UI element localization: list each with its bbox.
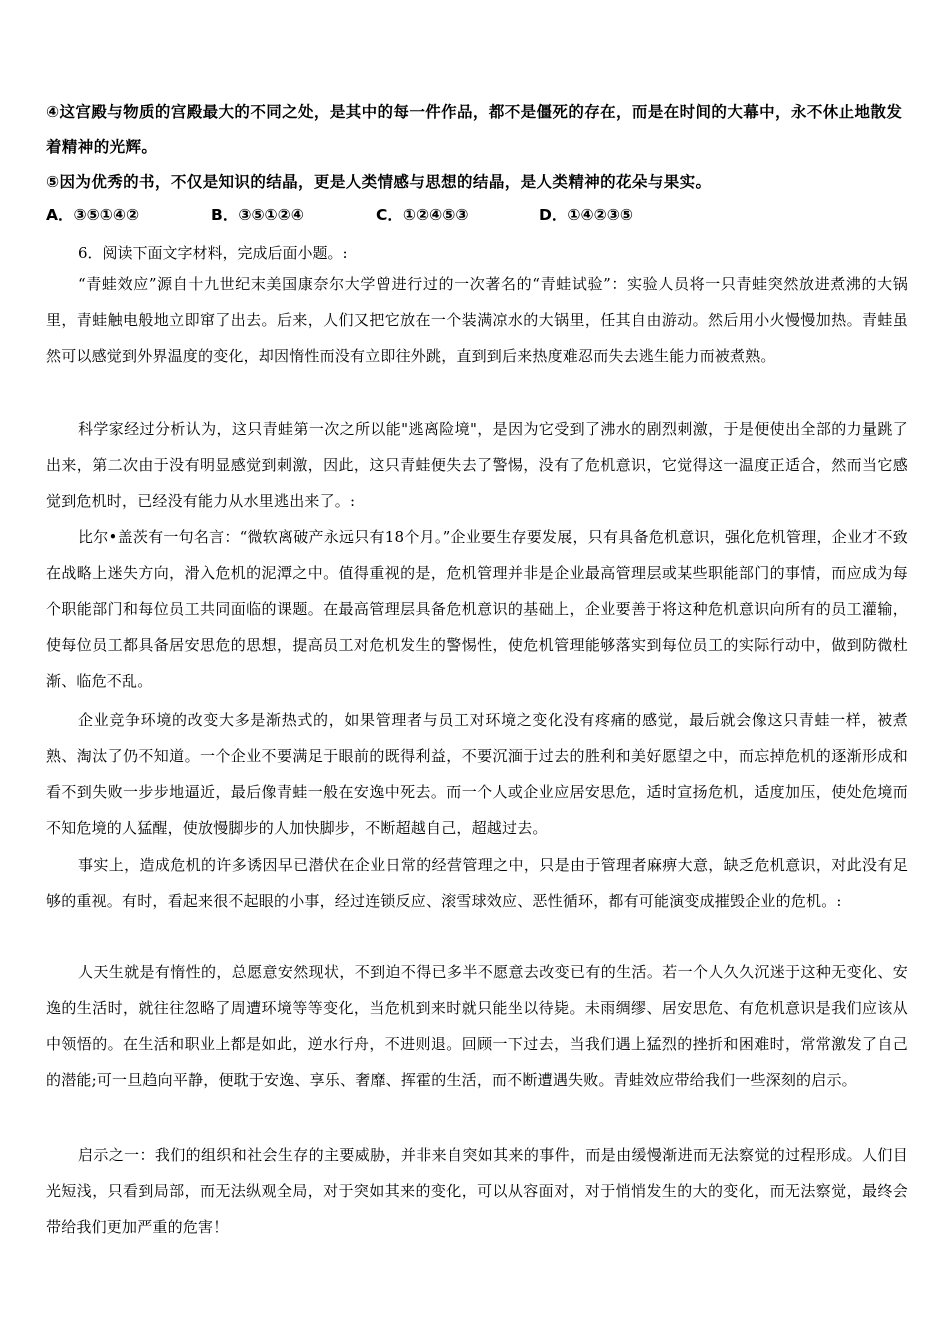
answer-options xyxy=(46,198,908,232)
paragraph-4: 企业竞争环境的改变大多是渐热式的，如果管理者与员工对环境之变化没有疼痛的感觉，最后就会像这只青蛙一样，被煮熟、淘汰了仍不知道。一个企业不要满足于眼前的既得利益，不要沉湎于过去的胜利和美好愿望之中，而忘掉危机的逐渐形成和看不到失败一步步地逼近，最后像青蛙一般在安逸中死去。而一个人或企业应居安思危，适时宣扬危机，适度加压，使处危境而不知危境的人猛醒，使放慢脚步的人加快脚步，不断超越自己，超越过去。 xyxy=(46,711,908,837)
paragraph-7: 启示之一：我们的组织和社会生存的主要威胁，并非来自突如其来的事件，而是由缓慢渐进而无法察觉的过程形成。人们目光短浅，只看到局部，而无法纵观全局，对于突如其来的变化，可以从容面对，对于悄悄发生的大的变化，而无法察觉，最终会带给我们更加严重的危害！ xyxy=(46,1146,908,1236)
question-6-title: 6．阅读下面文字材料，完成后面小题。: xyxy=(78,244,348,262)
option-c: C．①②④⑤③ xyxy=(376,206,469,224)
paragraph-2: 科学家经过分析认为，这只青蛙第一次之所以能"逃离险境"，是因为它受到了沸水的剧烈刺激，于是便使出全部的力量跳了出来，第二次由于没有明显感觉到刺激，因此，这只青蛙便失去了警惕，没有了危机意识，它觉得这一温度正适合，然而当它感觉到危机时，已经没有能力从水里逃出来了。: xyxy=(46,420,908,510)
paragraph-5: 事实上，造成危机的许多诱因早已潜伏在企业日常的经营管理之中，只是由于管理者麻痹大意，缺乏危机意识，对此没有足够的重视。有时，看起来很不起眼的小事，经过连锁反应、滚雪球效应、恶性循环，都有可能演变成摧毁企业的危机。: xyxy=(46,856,908,910)
option-b: B．③⑤①②④ xyxy=(211,206,304,224)
option-a: A．③⑤①④② xyxy=(46,206,140,224)
paragraph-1: “青蛙效应”源自十九世纪末美国康奈尔大学曾进行过的一次著名的“青蛙试验”：实验人员将一只青蛙突然放进煮沸的大锅里，青蛙触电般地立即窜了出去。后来，人们又把它放在一个装满凉水的大锅里，任其自由游动。然后用小火慢慢加热。青蛙虽然可以感觉到外界温度的变化，却因惰性而没有立即往外跳，直到到后来热度难忍而失去逃生能力而被煮熟。 xyxy=(46,275,908,365)
paragraph-3: 比尔•盖茨有一句名言：“微软离破产永远只有18个月。”企业要生存要发展，只有具备危机意识，强化危机管理，企业才不致在战略上迷失方向，滑入危机的泥潭之中。值得重视的是，危机管理并非是企业最高管理层或某些职能部门的事情，而应成为每个职能部门和每位员工共同面临的课题。在最高管理层具备危机意识的基础上，企业要善于将这种危机意识向所有的员工灌输，使每位员工都具备居安思危的思想，提高员工对危机发生的警惕性，使危机管理能够落实到每位员工的实际行动中，做到防微杜渐、临危不乱。 xyxy=(46,528,908,690)
sentence-item-5: ⑤因为优秀的书，不仅是知识的结晶，更是人类情感与思想的结晶，是人类精神的花朵与果实。 xyxy=(46,173,712,191)
paragraph-6: 人天生就是有惰性的，总愿意安然现状，不到迫不得已多半不愿意去改变已有的生活。若一个人久久沉迷于这种无变化、安逸的生活时，就往往忽略了周遭环境等等变化，当危机到来时就只能坐以待毙。未雨绸缪、居安思危、有危机意识是我们应该从中领悟的。在生活和职业上都是如此，逆水行舟，不进则退。回顾一下过去，当我们遇上猛烈的挫折和困难时，常常激发了自己的潜能;可一旦趋向平静，便耽于安逸、享乐、奢靡、挥霍的生活，而不断遭遇失败。青蛙效应带给我们一些深刻的启示。 xyxy=(46,963,908,1089)
option-d: D．①④②③⑤ xyxy=(539,206,633,224)
sentence-item-4: ④这宫殿与物质的宫殿最大的不同之处，是其中的每一件作品，都不是僵死的存在，而是在时间的大幕中，永不休止地散发着精神的光辉。 xyxy=(46,103,903,156)
